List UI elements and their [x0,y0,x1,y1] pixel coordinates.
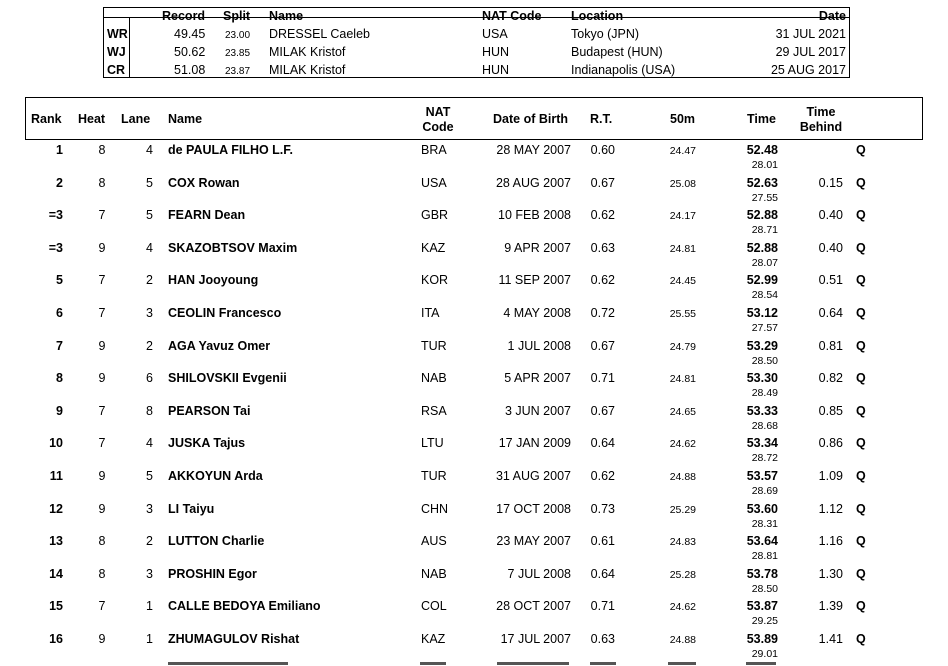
records-header-record: Record [162,9,206,23]
header-heat: Heat [78,112,106,126]
heat-cell: 7 [98,599,106,613]
record-holder: DRESSEL Caeleb [269,27,370,41]
dob-cell: 4 MAY 2008 [503,306,571,320]
swimmer-name: SHILOVSKII Evgenii [168,371,287,385]
record-date: 25 AUG 2017 [770,63,846,77]
nat-cell: CHN [421,502,449,516]
swimmer-name: JUSKA Tajus [168,436,246,450]
header-50m: 50m [670,112,696,126]
time-cell: 53.64 [746,534,778,548]
split100-cell: 29.01 [751,648,778,660]
split50-cell: 25.08 [669,178,696,190]
time-cell: 52.63 [746,176,778,190]
dob-cell: 28 MAY 2007 [496,143,571,157]
qualified-badge: Q [856,143,866,157]
dob-cell: 5 APR 2007 [504,371,571,385]
result-row [0,404,948,436]
dob-cell: 10 FEB 2008 [498,208,571,222]
swimmer-name: AKKOYUN Arda [168,469,263,483]
qualified-badge: Q [856,404,866,418]
time-cell: 53.87 [746,599,778,613]
record-code: CR [107,63,126,77]
rank-cell: 12 [49,502,63,516]
rank-cell: 16 [49,632,63,646]
result-row [0,143,948,175]
record-split: 23.87 [225,66,251,77]
split100-cell: 27.55 [751,192,778,204]
result-row [0,208,948,240]
rank-cell: 14 [49,567,63,581]
behind-cell: 0.40 [818,241,843,255]
split100-cell: 28.49 [751,387,778,399]
split100-cell: 28.07 [751,257,778,269]
result-row [0,567,948,599]
header-behind-line2: Behind [799,120,843,134]
time-cell: 53.30 [746,371,778,385]
split50-cell: 25.29 [669,504,696,516]
rank-cell: =3 [48,208,63,222]
split50-cell: 24.81 [669,373,696,385]
nat-cell: RSA [421,404,447,418]
result-row [0,436,948,468]
split50-cell: 24.45 [669,275,696,287]
swimmer-name: AGA Yavuz Omer [168,339,271,353]
header-rank: Rank [31,112,62,126]
dob-cell: 9 APR 2007 [504,241,571,255]
record-nat: HUN [482,63,510,77]
lane-cell: 1 [146,599,153,613]
result-row [0,469,948,501]
qualified-badge: Q [856,599,866,613]
dob-cell: 3 JUN 2007 [504,404,571,418]
records-divider [104,17,849,18]
lane-cell: 3 [146,502,153,516]
split50-cell: 24.17 [669,210,696,222]
qualified-badge: Q [856,208,866,222]
split50-cell: 24.79 [669,341,696,353]
header-time: Time [747,112,776,126]
split100-cell: 29.25 [751,615,778,627]
qualified-badge: Q [856,241,866,255]
header-rt: R.T. [590,112,613,126]
record-location: Tokyo (JPN) [571,27,640,41]
qualified-badge: Q [856,339,866,353]
heat-cell: 7 [98,208,106,222]
rank-cell: 8 [56,371,63,385]
rt-cell: 0.71 [590,599,615,613]
qualified-badge: Q [856,534,866,548]
time-cell: 53.29 [746,339,778,353]
heat-cell: 7 [98,404,106,418]
rt-cell: 0.73 [590,502,615,516]
lane-cell: 5 [146,208,153,222]
split50-cell: 24.62 [669,601,696,613]
nat-cell: BRA [421,143,447,157]
rank-cell: 10 [49,436,63,450]
split50-cell: 25.55 [669,308,696,320]
rt-cell: 0.64 [590,436,615,450]
lane-cell: 2 [146,339,153,353]
time-cell: 53.78 [746,567,778,581]
qualified-badge: Q [856,371,866,385]
dob-cell: 23 MAY 2007 [496,534,571,548]
nat-cell: AUS [421,534,447,548]
dob-cell: 17 OCT 2008 [496,502,571,516]
record-location: Indianapolis (USA) [571,63,676,77]
header-lane: Lane [121,112,151,126]
nat-cell: KOR [421,273,449,287]
header-dob: Date of Birth [493,112,568,126]
lane-cell: 4 [146,436,153,450]
behind-cell: 0.86 [818,436,843,450]
swimmer-name: ZHUMAGULOV Rishat [168,632,300,646]
dob-cell: 28 OCT 2007 [496,599,571,613]
records-header-location: Location [571,9,624,23]
behind-cell: 0.15 [818,176,843,190]
split100-cell: 28.31 [751,518,778,530]
split100-cell: 28.81 [751,550,778,562]
rank-cell: 5 [56,273,63,287]
record-holder: MILAK Kristof [269,45,346,59]
rt-cell: 0.62 [590,208,615,222]
results-header [25,97,923,140]
dob-cell: 17 JAN 2009 [498,436,571,450]
result-row [0,534,948,566]
header-behind-line1: Time [806,105,836,119]
record-code: WJ [107,45,126,59]
nat-cell: LTU [421,436,444,450]
behind-cell: 1.41 [818,632,843,646]
heat-cell: 9 [98,371,106,385]
rank-cell: 15 [49,599,63,613]
swimmer-name: CEOLIN Francesco [168,306,282,320]
split50-cell: 24.65 [669,406,696,418]
record-nat: HUN [482,45,510,59]
lane-cell: 6 [146,371,153,385]
split50-cell: 24.88 [669,634,696,646]
header-nat-line2: Code [422,120,454,134]
heat-cell: 8 [98,567,106,581]
behind-cell: 0.40 [818,208,843,222]
lane-cell: 4 [146,143,153,157]
result-row [0,241,948,273]
split50-cell: 25.28 [669,569,696,581]
heat-cell: 9 [98,241,106,255]
rt-cell: 0.64 [590,567,615,581]
rank-cell: 9 [56,404,63,418]
swimmer-name: FEARN Dean [168,208,246,222]
record-time: 51.08 [174,63,206,77]
result-row [0,371,948,403]
result-row [0,632,948,664]
rank-cell: 6 [56,306,63,320]
nat-cell: COL [421,599,447,613]
next-row-clipped [0,661,948,666]
qualified-badge: Q [856,502,866,516]
record-time: 49.45 [174,27,206,41]
result-row [0,339,948,371]
nat-cell: NAB [421,371,447,385]
lane-cell: 2 [146,534,153,548]
split100-cell: 28.50 [751,355,778,367]
time-cell: 53.34 [746,436,778,450]
lane-cell: 3 [146,567,153,581]
rt-cell: 0.72 [590,306,615,320]
nat-cell: ITA [421,306,440,320]
lane-cell: 2 [146,273,153,287]
records-table [103,7,850,78]
split100-cell: 28.72 [751,452,778,464]
swimmer-name: PROSHIN Egor [168,567,257,581]
split100-cell: 28.69 [751,485,778,497]
heat-cell: 9 [98,632,106,646]
rt-cell: 0.61 [590,534,615,548]
swimmer-name: de PAULA FILHO L.F. [168,143,293,157]
split50-cell: 24.88 [669,471,696,483]
rank-cell: =3 [48,241,63,255]
nat-cell: USA [421,176,447,190]
rt-cell: 0.71 [590,371,615,385]
record-split: 23.85 [225,48,251,59]
rt-cell: 0.63 [590,241,615,255]
rt-cell: 0.67 [590,176,615,190]
time-cell: 52.88 [746,208,778,222]
lane-cell: 3 [146,306,153,320]
record-date: 29 JUL 2017 [775,45,846,59]
behind-cell: 1.12 [818,502,843,516]
rank-cell: 13 [49,534,63,548]
lane-cell: 8 [146,404,153,418]
swimmer-name: LI Taiyu [168,502,215,516]
qualified-badge: Q [856,306,866,320]
lane-cell: 5 [146,176,153,190]
rank-cell: 2 [56,176,63,190]
split50-cell: 24.81 [669,243,696,255]
behind-cell: 0.81 [818,339,843,353]
heat-cell: 9 [98,502,106,516]
swimmer-name: LUTTON Charlie [168,534,265,548]
swimmer-name: CALLE BEDOYA Emiliano [168,599,321,613]
time-cell: 53.12 [746,306,778,320]
nat-cell: GBR [421,208,449,222]
header-name: Name [168,112,203,126]
rank-cell: 11 [49,469,63,483]
behind-cell: 1.09 [818,469,843,483]
heat-cell: 8 [98,534,106,548]
rank-cell: 7 [56,339,63,353]
result-row [0,599,948,631]
rt-cell: 0.63 [590,632,615,646]
split50-cell: 24.62 [669,438,696,450]
rank-cell: 1 [56,143,63,157]
heat-cell: 7 [98,273,106,287]
nat-cell: TUR [421,469,447,483]
behind-cell: 0.51 [818,273,843,287]
record-time: 50.62 [174,45,206,59]
time-cell: 53.89 [746,632,778,646]
qualified-badge: Q [856,273,866,287]
split50-cell: 24.83 [669,536,696,548]
rt-cell: 0.62 [590,273,615,287]
record-holder: MILAK Kristof [269,63,346,77]
time-cell: 53.60 [746,502,778,516]
time-cell: 53.57 [746,469,778,483]
heat-cell: 7 [98,436,106,450]
record-location: Budapest (HUN) [571,45,663,59]
split100-cell: 28.54 [751,289,778,301]
split50-cell: 24.47 [669,145,696,157]
records-header-date: Date [818,9,846,23]
rt-cell: 0.60 [590,143,615,157]
nat-cell: NAB [421,567,447,581]
rt-cell: 0.62 [590,469,615,483]
nat-cell: KAZ [421,632,446,646]
split100-cell: 28.01 [751,159,778,171]
lane-cell: 5 [146,469,153,483]
nat-cell: KAZ [421,241,446,255]
dob-cell: 1 JUL 2008 [507,339,571,353]
header-nat-line1: NAT [425,105,451,119]
behind-cell: 1.39 [818,599,843,613]
dob-cell: 7 JUL 2008 [507,567,571,581]
time-cell: 53.33 [746,404,778,418]
header-nat [418,105,458,135]
qualified-badge: Q [856,567,866,581]
records-header-name: Name [269,9,304,23]
heat-cell: 9 [98,469,106,483]
dob-cell: 17 JUL 2007 [500,632,571,646]
dob-cell: 28 AUG 2007 [495,176,571,190]
behind-cell: 1.30 [818,567,843,581]
split100-cell: 28.68 [751,420,778,432]
behind-cell: 1.16 [818,534,843,548]
swimmer-name: PEARSON Tai [168,404,251,418]
nat-cell: TUR [421,339,447,353]
record-nat: USA [482,27,508,41]
heat-cell: 7 [98,306,106,320]
split100-cell: 27.57 [751,322,778,334]
behind-cell: 0.64 [818,306,843,320]
result-row [0,176,948,208]
time-cell: 52.88 [746,241,778,255]
behind-cell: 0.85 [818,404,843,418]
record-date: 31 JUL 2021 [775,27,846,41]
rt-cell: 0.67 [590,339,615,353]
record-code: WR [107,27,128,41]
dob-cell: 31 AUG 2007 [495,469,571,483]
split100-cell: 28.71 [751,224,778,236]
qualified-badge: Q [856,632,866,646]
result-row [0,306,948,338]
records-code-divider [129,17,130,77]
result-row [0,502,948,534]
time-cell: 52.48 [746,143,778,157]
heat-cell: 9 [98,339,106,353]
time-cell: 52.99 [746,273,778,287]
qualified-badge: Q [856,436,866,450]
swimmer-name: SKAZOBTSOV Maxim [168,241,298,255]
record-split: 23.00 [225,30,251,41]
qualified-badge: Q [856,469,866,483]
lane-cell: 4 [146,241,153,255]
heat-cell: 8 [98,143,106,157]
result-row [0,273,948,305]
swimmer-name: HAN Jooyoung [168,273,259,287]
records-header-split: Split [223,9,251,23]
dob-cell: 11 SEP 2007 [498,273,571,287]
swimmer-name: COX Rowan [168,176,240,190]
split100-cell: 28.50 [751,583,778,595]
header-time-behind [795,105,847,135]
qualified-badge: Q [856,176,866,190]
records-header-nat: NAT Code [482,9,542,23]
behind-cell: 0.82 [818,371,843,385]
heat-cell: 8 [98,176,106,190]
rt-cell: 0.67 [590,404,615,418]
lane-cell: 1 [146,632,153,646]
